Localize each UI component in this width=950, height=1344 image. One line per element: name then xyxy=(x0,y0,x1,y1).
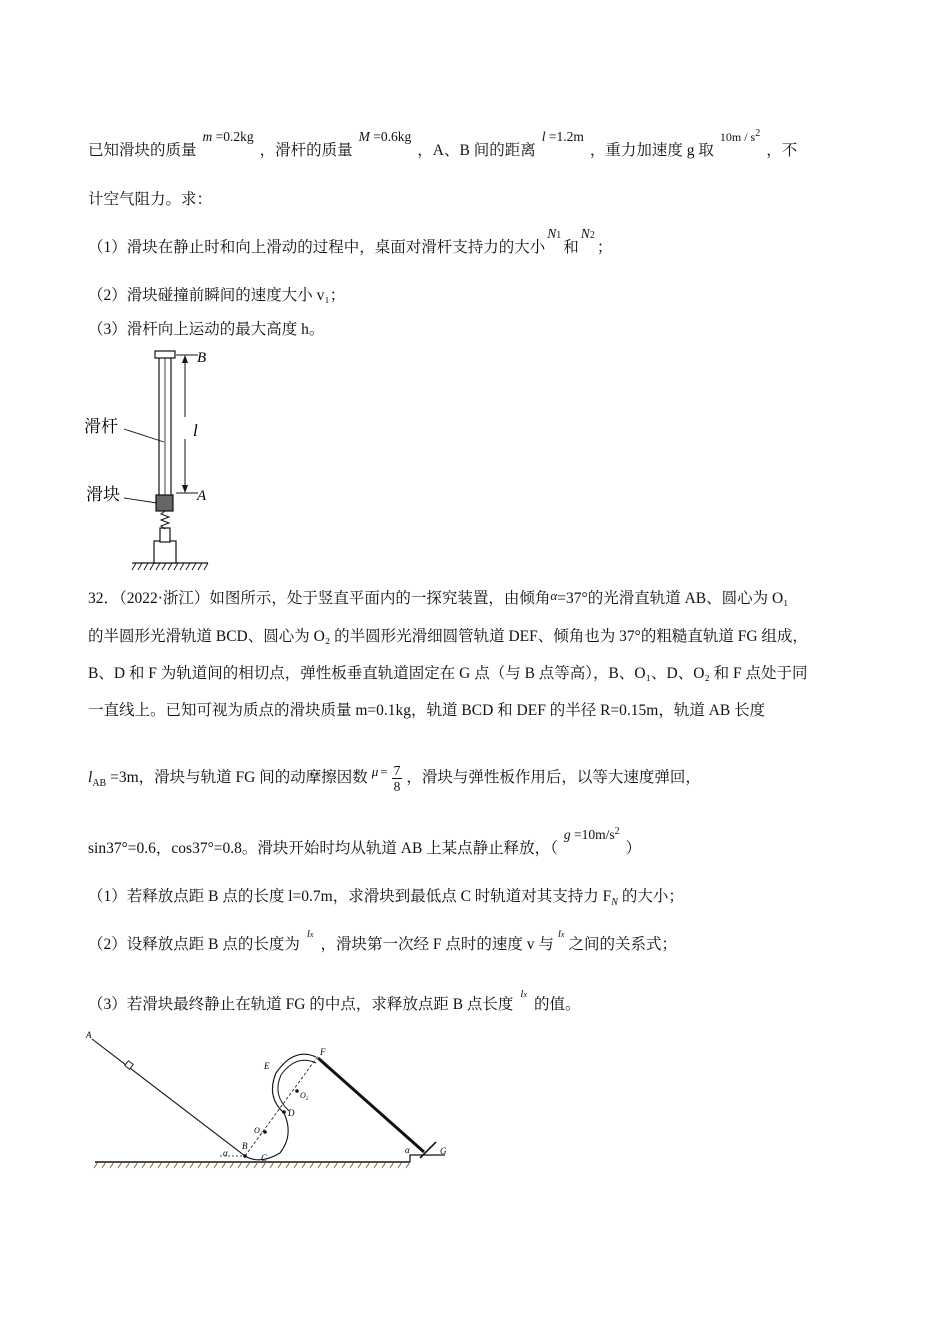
n2-subscript: 2 xyxy=(589,230,595,241)
mass-value: =0.2kg xyxy=(215,129,254,144)
label-o1: $O_1$ xyxy=(254,1126,263,1137)
label-b: B xyxy=(197,350,207,366)
label-g: G xyxy=(440,1146,447,1156)
spring xyxy=(161,511,169,529)
n1-symbol: N xyxy=(547,226,557,241)
center-line xyxy=(245,1056,318,1156)
text: 的大小； xyxy=(617,888,684,905)
track-figure xyxy=(80,1025,460,1175)
ground-hatch xyxy=(94,1162,410,1168)
rod-mass-symbol: M xyxy=(358,129,370,144)
lab-subscript: AB xyxy=(92,778,107,790)
lx-subscript: x xyxy=(523,990,528,999)
text: ，A、B 间的距离 xyxy=(417,142,536,159)
label-a: A xyxy=(86,1030,92,1040)
text: （1）滑块在静止时和向上滑动的过程中，桌面对滑杆支持力的大小 xyxy=(88,239,546,256)
text: ，不 xyxy=(766,142,798,159)
n2-symbol: N xyxy=(580,226,590,241)
label-o2: $O_2$ xyxy=(300,1091,309,1102)
g-exponent: 2 xyxy=(614,826,620,837)
q31-part-3: （3）滑杆向上运动的最大高度 h。 xyxy=(88,321,325,338)
text: =37°的光滑直轨道 AB、圆心为 O₁ xyxy=(557,590,789,607)
q32-line-1 xyxy=(88,589,789,609)
fraction-denominator: 8 xyxy=(393,779,401,794)
text: （2）设释放点距 B 点的长度为 xyxy=(88,936,300,953)
q32-line-4: 一直线上。已知可视为质点的滑块质量 m=0.1kg，轨道 BCD 和 DEF 的半径 R=0.15m，轨道 AB 长度 xyxy=(88,702,766,719)
q31-line-1 xyxy=(88,128,798,163)
text: ； xyxy=(596,239,613,256)
length-value: =1.2m xyxy=(548,129,584,144)
fraction-numerator: 7 xyxy=(393,763,401,778)
rod-block-figure xyxy=(80,345,230,575)
label-d: D xyxy=(288,1108,295,1118)
text: （3）若滑块最终静止在轨道 FG 的中点，求释放点距 B 点长度 xyxy=(88,996,514,1013)
text: ） xyxy=(625,840,642,857)
block xyxy=(156,495,173,511)
mu-symbol: μ xyxy=(371,764,379,780)
lab-symbol: l xyxy=(88,769,93,787)
text: 和 xyxy=(563,239,579,256)
label-f: F xyxy=(320,1047,326,1057)
lx-symbol: l xyxy=(520,988,524,1000)
q31-part-1 xyxy=(88,226,613,260)
slider-block xyxy=(125,1061,133,1069)
gravity-value: 10m / s xyxy=(719,130,756,144)
track-ab xyxy=(92,1039,245,1156)
text: sin37°=0.6，cos37°=0.8。滑块开始时均从轨道 AB 上某点静止释放，（ xyxy=(88,840,558,857)
q32-line-5 xyxy=(88,763,701,794)
text: （1）若释放点距 B 点的长度 l=0.7m，求滑块到最低点 C 时轨道对其支持力 F xyxy=(88,888,612,905)
length-symbol: l xyxy=(541,129,546,144)
gravity-exponent: 2 xyxy=(755,128,761,139)
label-rod: 滑杆 xyxy=(84,417,118,436)
lab-value: =3m xyxy=(110,769,139,787)
label-c: C xyxy=(261,1153,268,1163)
track-fg xyxy=(318,1058,424,1152)
label-l: l xyxy=(193,421,198,440)
alpha-symbol: α xyxy=(550,588,558,603)
q31-line-2: 计空气阻力。求： xyxy=(88,191,213,208)
text: ，重力加速度 g 取 xyxy=(589,142,714,159)
text: ，滑块与弹性板作用后，以等大速度弹回， xyxy=(406,769,701,787)
label-alpha-1: α xyxy=(223,1148,228,1158)
n1-subscript: 1 xyxy=(556,230,562,241)
mass-symbol: m xyxy=(202,129,213,144)
label-a: A xyxy=(197,488,207,504)
text: ，滑块与轨道 FG 间的动摩擦因数 xyxy=(138,769,368,787)
text: 32．（2022·浙江）如图所示，处于竖直平面内的一探究装置，由倾角 xyxy=(88,590,551,607)
g-symbol: g xyxy=(563,827,571,842)
rod-base xyxy=(154,541,176,563)
text: 的值。 xyxy=(534,996,581,1013)
lx-subscript: x xyxy=(560,930,565,939)
text: 已知滑块的质量 xyxy=(88,142,197,159)
fn-subscript: N xyxy=(611,897,618,908)
q31-part-2: （2）滑块碰撞前瞬间的速度大小 v₁； xyxy=(88,287,346,304)
text: ，滑块第一次经 F 点时的速度 v 与 xyxy=(320,936,554,953)
label-alpha-2: α xyxy=(405,1145,410,1155)
label-e: E xyxy=(264,1061,270,1071)
label-b: B xyxy=(242,1141,248,1151)
mu-fraction xyxy=(392,763,403,794)
q32-part-1 xyxy=(88,887,684,909)
label-block: 滑块 xyxy=(86,485,120,504)
lx-symbol: l xyxy=(557,928,561,940)
q32-line-2: 的半圆形光滑轨道 BCD、圆心为 O₂ 的半圆形光滑细圆管轨道 DEF、倾角也为 37°的粗糙直轨道 FG 组成， xyxy=(88,628,808,645)
q32-line-6 xyxy=(88,826,642,861)
g-value: =10m/s xyxy=(574,827,615,842)
equals-sign: = xyxy=(380,764,388,780)
q32-part-3 xyxy=(88,988,581,1017)
text: 之间的关系式； xyxy=(568,936,677,953)
q32-part-2 xyxy=(88,928,677,957)
rod-mass-value: =0.6kg xyxy=(373,129,412,144)
q32-line-3: B、D 和 F 为轨道间的相切点，弹性板垂直轨道固定在 G 点（与 B 点等高），B、O₁、D、O₂ 和 F 点处于同 xyxy=(88,665,808,682)
lx-symbol: l xyxy=(306,928,310,940)
lx-subscript: x xyxy=(309,930,314,939)
text: ，滑杆的质量 xyxy=(259,142,353,159)
